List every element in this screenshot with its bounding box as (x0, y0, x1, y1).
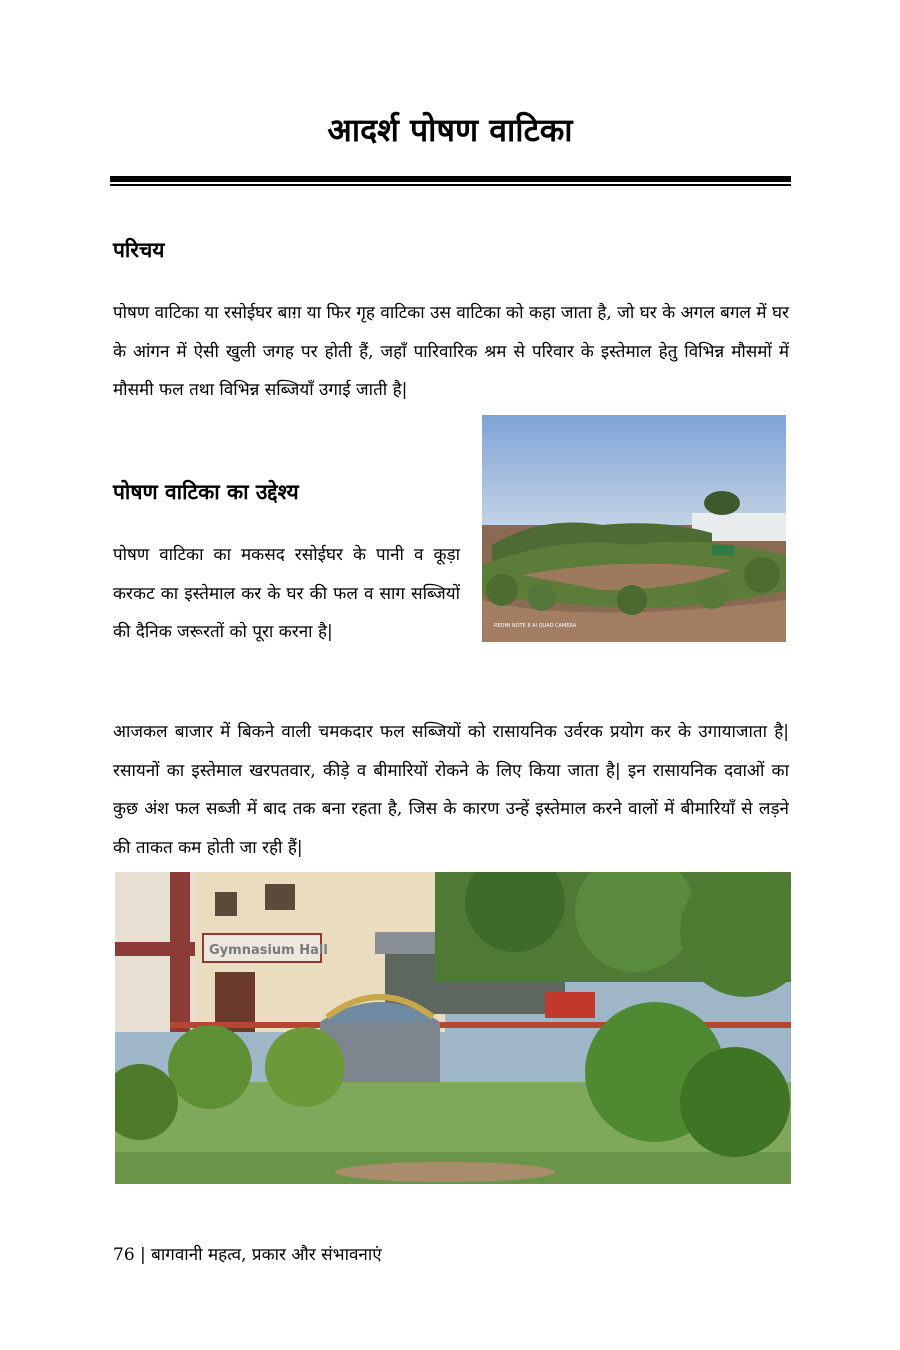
section-heading-objective: पोषण वाटिका का उद्देश्य (113, 480, 299, 504)
page-title: आदर्श पोषण वाटिका (327, 111, 573, 149)
section-heading-intro: परिचय (113, 238, 165, 262)
gymnasium-sign: Gymnasium Hall (209, 943, 328, 958)
campus-garden-photo (115, 872, 791, 1184)
photo-watermark: REDMI NOTE 8 AI QUAD CAMERA (494, 623, 577, 629)
title-rule-thick (110, 176, 791, 182)
kitchen-garden-photo (482, 415, 786, 642)
title-rule-thin (110, 184, 791, 186)
page-footer: 76 | बागवानी महत्व, प्रकार और संभावनाएं (113, 1245, 382, 1265)
intro-paragraph: पोषण वाटिका या रसोईघर बाग़ या फिर गृह वाटिका उस वाटिका को कहा जाता है, जो घर के अगल बगल में घर के आंगन में ऐसी खुली जगह पर होती हैं, जहाँ पारिवारिक श्रम से परिवार के इस्तेमाल हेतु विभिन्न मौसमों में मौसमी फल तथा विभिन्न सब्जियाँ उगाई जाती है| (113, 303, 789, 400)
body-paragraph: आजकल बाजार में बिकने वाली चमकदार फल सब्जियों को रासायनिक उर्वरक प्रयोग कर के उगायाजाता है| रसायनों का इस्तेमाल खरपतवार, कीड़े व बीमारियों रोकने के लिए किया जाता है| इन रासायनिक दवाओं का कुछ अंश फल सब्जी में बाद तक बना रहता है, जिस के कारण उन्हें इस्तेमाल करने वालों में बीमारियाँ से लड़ने की ताकत कम होती जा रही हैं| (113, 722, 789, 858)
objective-paragraph: पोषण वाटिका का मकसद रसोईघर के पानी व कूड़ा करकट का इस्तेमाल कर के घर की फल व साग सब्जियों की दैनिक जरूरतों को पूरा करना है| (113, 545, 460, 642)
